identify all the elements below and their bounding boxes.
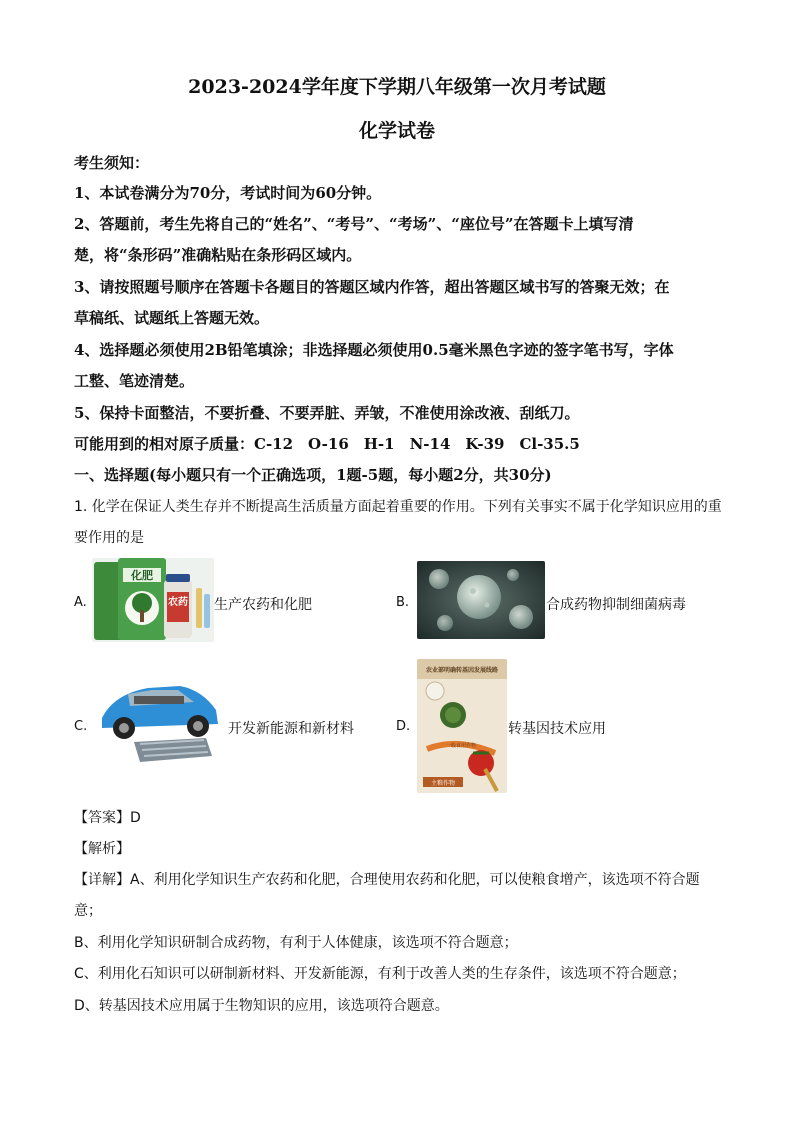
notice-item: 1、本试卷满分为70分，考试时间为60分钟。: [74, 184, 382, 202]
notice-item: 工整、笔迹清楚。: [74, 372, 195, 390]
analysis-label: 【解析】: [74, 841, 130, 857]
option-c-text: 开发新能源和新材料: [228, 721, 354, 737]
notice-item: 楚，将“条形码”准确粘贴在条形码区域内。: [74, 246, 362, 264]
exam-subtitle: 化学试卷: [358, 120, 435, 142]
poster-bottom-label: 主粮作物: [430, 780, 456, 787]
explanation-line: 【详解】A、利用化学知识生产农药和化肥，合理使用农药和化肥，可以使粮食增产，该选项不符合题: [74, 872, 700, 888]
notice-item: 3、请按照题号顺序在答题卡各题目的答题区域内作答，超出答题区域书写的答聚无效；在: [74, 278, 670, 296]
option-c-letter: C.: [74, 719, 88, 734]
exam-title: 2023-2024学年度下学期八年级第一次月考试题: [188, 76, 606, 98]
bacteria-virus-image: [417, 561, 545, 639]
explanation-line: D、转基因技术应用属于生物知识的应用，该选项符合题意。: [74, 998, 449, 1014]
option-d-text: 转基因技术应用: [508, 721, 606, 737]
bag-label: 化肥: [131, 569, 153, 582]
question-stem: 要作用的是: [74, 530, 144, 546]
poster-title: 农业部明确转基因发展线路: [425, 667, 499, 674]
gmo-poster-image: [417, 659, 507, 793]
notice-item: 4、选择题必须使用2B铅笔填涂；非选择题必须使用0.5毫米黑色字迹的签字笔书写，字体: [74, 341, 674, 359]
explanation-line: C、利用化石知识可以研制新材料、开发新能源，有利于改善人类的生存条件，该选项不符合题意；: [74, 966, 686, 982]
option-d-letter: D.: [396, 719, 411, 734]
bottle-label: 农药: [168, 597, 188, 608]
option-b-text: 合成药物抑制细菌病毒: [546, 597, 686, 613]
electric-car-image: [94, 672, 224, 772]
notice-item: 草稿纸、试题纸上答题无效。: [74, 309, 270, 327]
atomic-masses: 可能用到的相对原子质量：C-12 O-16 H-1 N-14 K-39 Cl-35.5: [74, 435, 580, 453]
poster-mid-label: 一般食用作物: [445, 743, 477, 749]
option-a-text: 生产农药和化肥: [214, 597, 312, 613]
notice-heading: 考生须知：: [74, 154, 150, 172]
explanation-line: B、利用化学知识研制合成药物，有利于人体健康，该选项不符合题意；: [74, 935, 518, 951]
answer: 【答案】D: [74, 810, 141, 826]
section-heading: 一、选择题(每小题只有一个正确选项，1题-5题，每小题2分，共30分): [74, 466, 552, 484]
notice-item: 5、保持卡面整洁，不要折叠、不要弄脏、弄皱，不准使用涂改液、刮纸刀。: [74, 404, 580, 422]
explanation-line: 意；: [74, 903, 102, 919]
notice-item: 2、答题前，考生先将自己的“姓名”、“考号”、“考场”、“座位号”在答题卡上填写清: [74, 215, 634, 233]
fertilizer-pesticide-image: [92, 558, 214, 642]
option-b-letter: B.: [396, 595, 410, 610]
question-stem: 1. 化学在保证人类生存并不断提高生活质量方面起着重要的作用。下列有关事实不属于化学知识应用的重: [74, 499, 722, 515]
option-a-letter: A.: [74, 595, 87, 610]
